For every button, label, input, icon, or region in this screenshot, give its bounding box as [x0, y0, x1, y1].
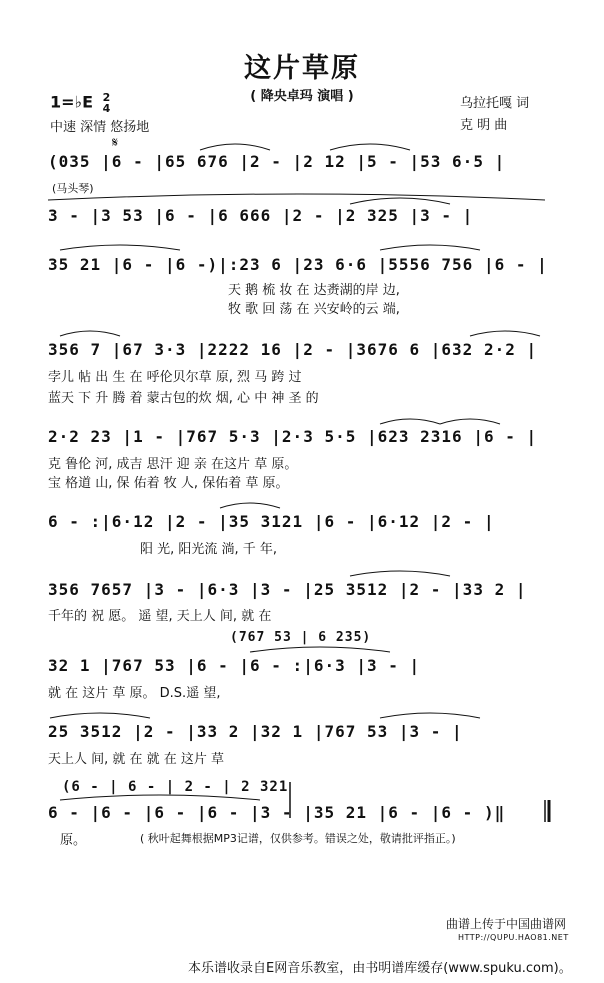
lyric-line-7: 千年的 祝 愿。 遥 望, 天上人 间, 就 在 — [48, 609, 272, 624]
song-title: 这片草原 — [244, 53, 360, 84]
tie-arc — [220, 503, 280, 508]
song-subtitle: ( 降央卓玛 演唱 ) — [250, 89, 354, 104]
tie-arc — [200, 144, 270, 150]
instrument-note: (马头琴) — [52, 182, 94, 195]
tie-arc — [380, 245, 480, 250]
score-line-3: 35 21 |6 - |6 -)|:23 6 |23 6·6 |5556 756 |6 - | — [48, 255, 548, 274]
tie-arc — [380, 419, 440, 424]
tie-arc — [330, 144, 410, 150]
tie-arc — [60, 245, 180, 250]
lyric-line-4a: 孛儿 帖 出 生 在 呼伦贝尔草 原, 烈 马 跨 过 — [48, 370, 302, 385]
tie-arc — [470, 331, 540, 336]
score-line-9: 25 3512 |2 - |33 2 |32 1 |767 53 |3 - | — [48, 722, 463, 741]
tie-arc — [440, 419, 500, 424]
tie-arc — [350, 571, 450, 576]
score-line-10: 6 - |6 - |6 - |6 - |3 - |35 21 |6 - |6 - )‖ — [48, 803, 506, 822]
lyricist-credit: 乌拉托嘎 词 — [460, 96, 530, 111]
key-prefix: 1=♭E — [50, 92, 94, 112]
tie-arc — [380, 713, 480, 718]
score-line-1: (035 |6 - |65 676 |2 - |2 12 |5 - |53 6·5 | — [48, 152, 506, 171]
lyric-line-3a: 天 鹅 梳 妆 在 达赉湖的岸 边, — [228, 283, 400, 298]
score-line-2: 3 - |3 53 |6 - |6 666 |2 - |2 325 |3 - | — [48, 206, 474, 225]
lyric-line-3b: 牧 歌 回 荡 在 兴安岭的云 端, — [228, 302, 400, 317]
lyric-line-10: 原。 — [60, 833, 87, 848]
segno-sign: 𝄋 — [112, 135, 119, 151]
score-line-8-above: (767 53 | 6 235) — [230, 630, 372, 645]
tie-arc — [250, 647, 390, 652]
score-line-10-above: (6 - | 6 - | 2 - | 2 321 — [62, 779, 289, 795]
composer-credit: 克 明 曲 — [460, 118, 508, 133]
watermark-site: 曲谱上传于中国曲谱网 — [446, 917, 567, 931]
lyric-line-8: 就 在 这片 草 原。 D.S.遥 望, — [48, 686, 221, 701]
lyric-line-6: 阳 光, 阳光流 淌, 千 年, — [140, 542, 278, 557]
lyric-line-4b: 蓝天 下 升 腾 着 蒙古包的炊 烟, 心 中 神 圣 的 — [48, 391, 319, 406]
score-line-4: 356 7 |67 3·3 |2222 16 |2 - |3676 6 |632 2·2 | — [48, 340, 538, 359]
score-line-7: 356 7657 |3 - |6·3 |3 - |25 3512 |2 - |33 2 | — [48, 580, 527, 599]
score-line-5: 2·2 23 |1 - |767 5·3 |2·3 5·5 |623 2316 |6 - | — [48, 427, 538, 446]
tempo-marking: 中速 深情 悠扬地 — [50, 120, 150, 135]
tie-arc — [60, 331, 120, 336]
time-top: 2 — [102, 91, 111, 104]
score-line-8: 32 1 |767 53 |6 - |6 - :|6·3 |3 - | — [48, 656, 421, 675]
score-line-6: 6 - :|6·12 |2 - |35 3121 |6 - |6·12 |2 - | — [48, 512, 495, 531]
footer-source: 本乐谱收录自E网音乐教室，由书明谱库缓存(www.spuku.com)。 — [188, 961, 572, 976]
lyric-line-5b: 宝 格道 山, 保 佑着 牧 人, 保佑着 草 原。 — [48, 476, 289, 491]
tie-arc — [50, 713, 150, 718]
transcriber-note: ( 秋叶起舞根据MP3记谱，仅供参考。错误之处，敬请批评指正。) — [140, 832, 456, 845]
tie-arc — [60, 795, 260, 800]
watermark-url: HTTP://QUPU.HAO81.NET — [458, 933, 569, 942]
lyric-line-5a: 克 鲁伦 河, 成吉 思汗 迎 亲 在这片 草 原。 — [48, 457, 298, 472]
time-bottom: 4 — [102, 102, 111, 115]
tie-arc — [48, 194, 545, 200]
lyric-line-9: 天上人 间, 就 在 就 在 这片 草 — [48, 752, 225, 767]
tie-arc — [350, 198, 450, 204]
